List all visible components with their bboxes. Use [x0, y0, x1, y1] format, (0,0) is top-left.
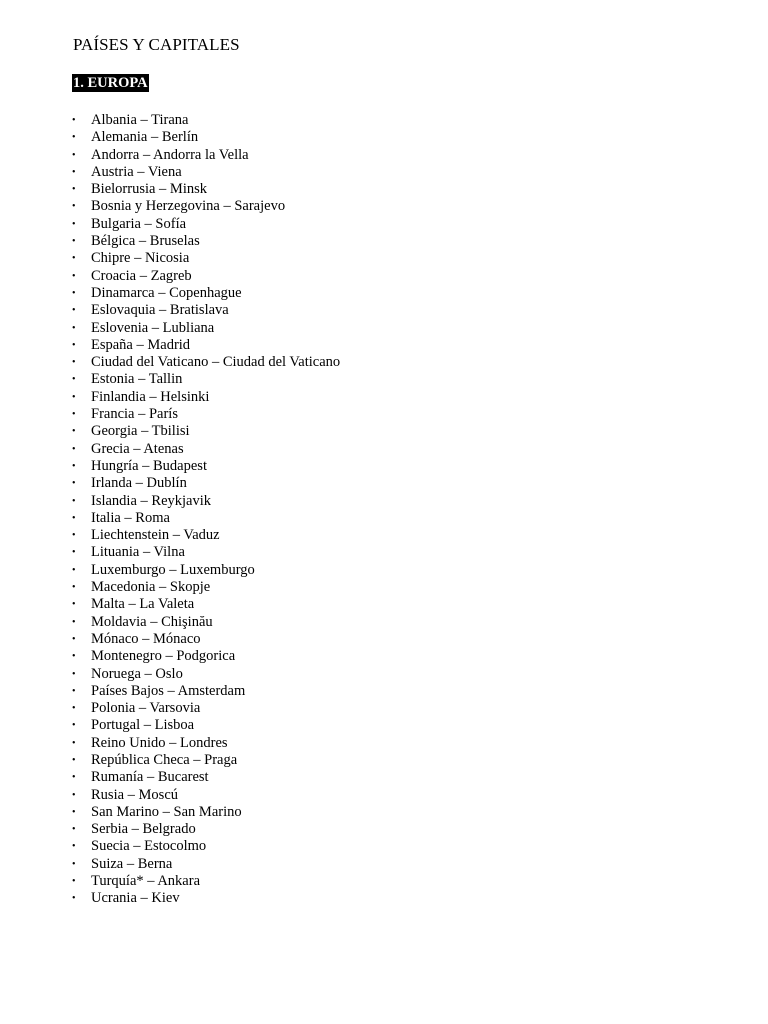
- list-item: [72, 233, 340, 250]
- bullet-icon: •: [72, 218, 76, 230]
- bullet-icon: •: [72, 374, 76, 386]
- country-capital-text: Islandia – Reykjavik: [91, 492, 212, 509]
- country-capital-text: Bulgaria – Sofía: [91, 215, 187, 232]
- country-capital-text: Ucrania – Kiev: [91, 890, 180, 907]
- country-capital-text: Finlandia – Helsinki: [91, 388, 210, 405]
- bullet-icon: •: [72, 737, 76, 749]
- list-item: [72, 631, 340, 648]
- list-item: [72, 614, 340, 631]
- country-capital-text: Portugal – Lisboa: [91, 717, 195, 734]
- bullet-icon: •: [72, 876, 76, 888]
- bullet-icon: •: [72, 322, 76, 334]
- country-capital-text: Lituania – Vilna: [91, 544, 185, 561]
- bullet-icon: •: [72, 253, 76, 265]
- bullet-icon: •: [72, 599, 76, 611]
- bullet-icon: •: [72, 685, 76, 697]
- country-capital-text: Dinamarca – Copenhague: [91, 284, 242, 301]
- country-capital-text: Chipre – Nicosia: [91, 250, 190, 267]
- bullet-icon: •: [72, 754, 76, 766]
- list-item: [72, 856, 340, 873]
- list-item: [72, 198, 340, 215]
- country-capital-text: República Checa – Praga: [91, 751, 238, 768]
- country-capital-text: España – Madrid: [91, 336, 191, 353]
- country-capital-text: Ciudad del Vaticano – Ciudad del Vaticano: [91, 354, 341, 371]
- country-capital-text: Rumanía – Bucarest: [91, 769, 209, 786]
- bullet-icon: •: [72, 547, 76, 559]
- list-item: [72, 700, 340, 717]
- list-item: [72, 406, 340, 423]
- country-capital-text: Suecia – Estocolmo: [91, 838, 207, 855]
- list-item: [72, 510, 340, 527]
- country-capital-text: Noruega – Oslo: [91, 665, 183, 682]
- bullet-icon: •: [72, 305, 76, 317]
- bullet-icon: •: [72, 115, 76, 126]
- list-item: [72, 821, 340, 838]
- list-item: [72, 648, 340, 665]
- list-item: [72, 147, 340, 164]
- list-item: [72, 320, 340, 337]
- list-item: [72, 337, 340, 354]
- bullet-icon: •: [72, 426, 76, 438]
- country-capital-text: Bosnia y Herzegovina – Sarajevo: [91, 198, 286, 215]
- bullet-icon: •: [72, 443, 76, 455]
- bullet-icon: •: [72, 270, 76, 282]
- country-capital-text: Albania – Tirana: [91, 112, 189, 128]
- list-item: [72, 389, 340, 406]
- bullet-icon: •: [72, 391, 76, 403]
- list-item: [72, 216, 340, 233]
- bullet-icon: •: [72, 841, 76, 853]
- list-item: [72, 596, 340, 613]
- list-item: [72, 579, 340, 596]
- country-capital-text: Liechtenstein – Vaduz: [91, 527, 220, 544]
- bullet-icon: •: [72, 582, 76, 594]
- bullet-icon: •: [72, 512, 76, 524]
- country-capital-text: Austria – Viena: [91, 163, 182, 180]
- list-item: [72, 838, 340, 855]
- list-item: [72, 441, 340, 458]
- list-item: [72, 285, 340, 302]
- list-item: [72, 717, 340, 734]
- country-capital-text: Croacia – Zagreb: [91, 267, 192, 284]
- bullet-icon: •: [72, 858, 76, 870]
- bullet-icon: •: [72, 460, 76, 472]
- country-capital-text: Georgia – Tbilisi: [91, 423, 190, 440]
- country-capital-text: Bélgica – Bruselas: [91, 233, 200, 250]
- list-item: [72, 475, 340, 492]
- list-item: [72, 354, 340, 371]
- bullet-icon: •: [72, 357, 76, 369]
- list-item: [72, 302, 340, 319]
- bullet-icon: •: [72, 789, 76, 801]
- bullet-icon: •: [72, 287, 76, 299]
- country-capital-text: Serbia – Belgrado: [91, 821, 196, 838]
- list-item: [72, 493, 340, 510]
- bullet-icon: •: [72, 478, 76, 490]
- country-capital-text: Bielorrusia – Minsk: [91, 181, 207, 198]
- country-capital-text: Macedonia – Skopje: [91, 579, 211, 596]
- list-item: [72, 458, 340, 475]
- bullet-icon: •: [72, 201, 76, 213]
- country-capital-text: Turquía* – Ankara: [91, 873, 201, 890]
- list-item: [72, 890, 340, 907]
- bullet-icon: •: [72, 651, 76, 663]
- country-capital-text: Moldavia – Chişinău: [91, 613, 213, 630]
- country-capital-text: Andorra – Andorra la Vella: [91, 146, 249, 163]
- bullet-icon: •: [72, 633, 76, 645]
- country-capital-text: Montenegro – Podgorica: [91, 648, 236, 665]
- list-item: [72, 129, 340, 146]
- bullet-icon: •: [72, 530, 76, 542]
- list-item: [72, 423, 340, 440]
- country-capital-list: [72, 112, 340, 908]
- list-item: [72, 250, 340, 267]
- list-item: [72, 527, 340, 544]
- section-heading: 1. EUROPA: [73, 75, 148, 91]
- bullet-icon: •: [72, 236, 76, 248]
- bullet-icon: •: [72, 893, 76, 905]
- bullet-icon: •: [72, 668, 76, 680]
- country-capital-text: Grecia – Atenas: [91, 440, 184, 457]
- country-capital-text: Hungría – Budapest: [91, 457, 207, 474]
- bullet-icon: •: [72, 149, 76, 161]
- bullet-icon: •: [72, 339, 76, 351]
- list-item: [72, 112, 340, 129]
- bullet-icon: •: [72, 824, 76, 836]
- bullet-icon: •: [72, 720, 76, 732]
- list-item: [72, 268, 340, 285]
- country-capital-text: Polonia – Varsovia: [91, 700, 201, 717]
- bullet-icon: •: [72, 409, 76, 421]
- list-item: [72, 666, 340, 683]
- bullet-icon: •: [72, 495, 76, 507]
- list-item: [72, 735, 340, 752]
- bullet-icon: •: [72, 166, 76, 178]
- country-capital-text: Rusia – Moscú: [91, 786, 178, 803]
- country-capital-text: Francia – París: [91, 406, 178, 423]
- list-item: [72, 769, 340, 786]
- country-capital-text: San Marino – San Marino: [91, 803, 242, 820]
- country-capital-text: Eslovenia – Lubliana: [91, 319, 215, 336]
- list-item: [72, 873, 340, 890]
- list-item: [72, 683, 340, 700]
- country-capital-text: Malta – La Valeta: [91, 596, 195, 613]
- bullet-icon: •: [72, 703, 76, 715]
- country-capital-text: Suiza – Berna: [91, 855, 173, 872]
- bullet-icon: •: [72, 564, 76, 576]
- country-capital-text: Luxemburgo – Luxemburgo: [91, 561, 255, 578]
- list-item: [72, 371, 340, 388]
- country-capital-text: Reino Unido – Londres: [91, 734, 228, 751]
- country-capital-text: Estonia – Tallin: [91, 371, 183, 388]
- bullet-icon: •: [72, 132, 76, 144]
- bullet-icon: •: [72, 184, 76, 196]
- page-title: PAÍSES Y CAPITALES: [73, 35, 240, 54]
- list-item: [72, 804, 340, 821]
- country-capital-text: Italia – Roma: [91, 509, 170, 526]
- list-item: [72, 164, 340, 181]
- list-item: [72, 752, 340, 769]
- country-capital-text: Irlanda – Dublín: [91, 475, 187, 492]
- bullet-icon: •: [72, 772, 76, 784]
- country-capital-text: Eslovaquia – Bratislava: [91, 302, 229, 319]
- bullet-icon: •: [72, 806, 76, 818]
- country-capital-text: Países Bajos – Amsterdam: [91, 682, 246, 699]
- list-item: [72, 544, 340, 561]
- list-item: [72, 562, 340, 579]
- country-capital-text: Mónaco – Mónaco: [91, 630, 201, 647]
- list-item: [72, 787, 340, 804]
- list-item: [72, 181, 340, 198]
- country-capital-text: Alemania – Berlín: [91, 129, 199, 146]
- bullet-icon: •: [72, 616, 76, 628]
